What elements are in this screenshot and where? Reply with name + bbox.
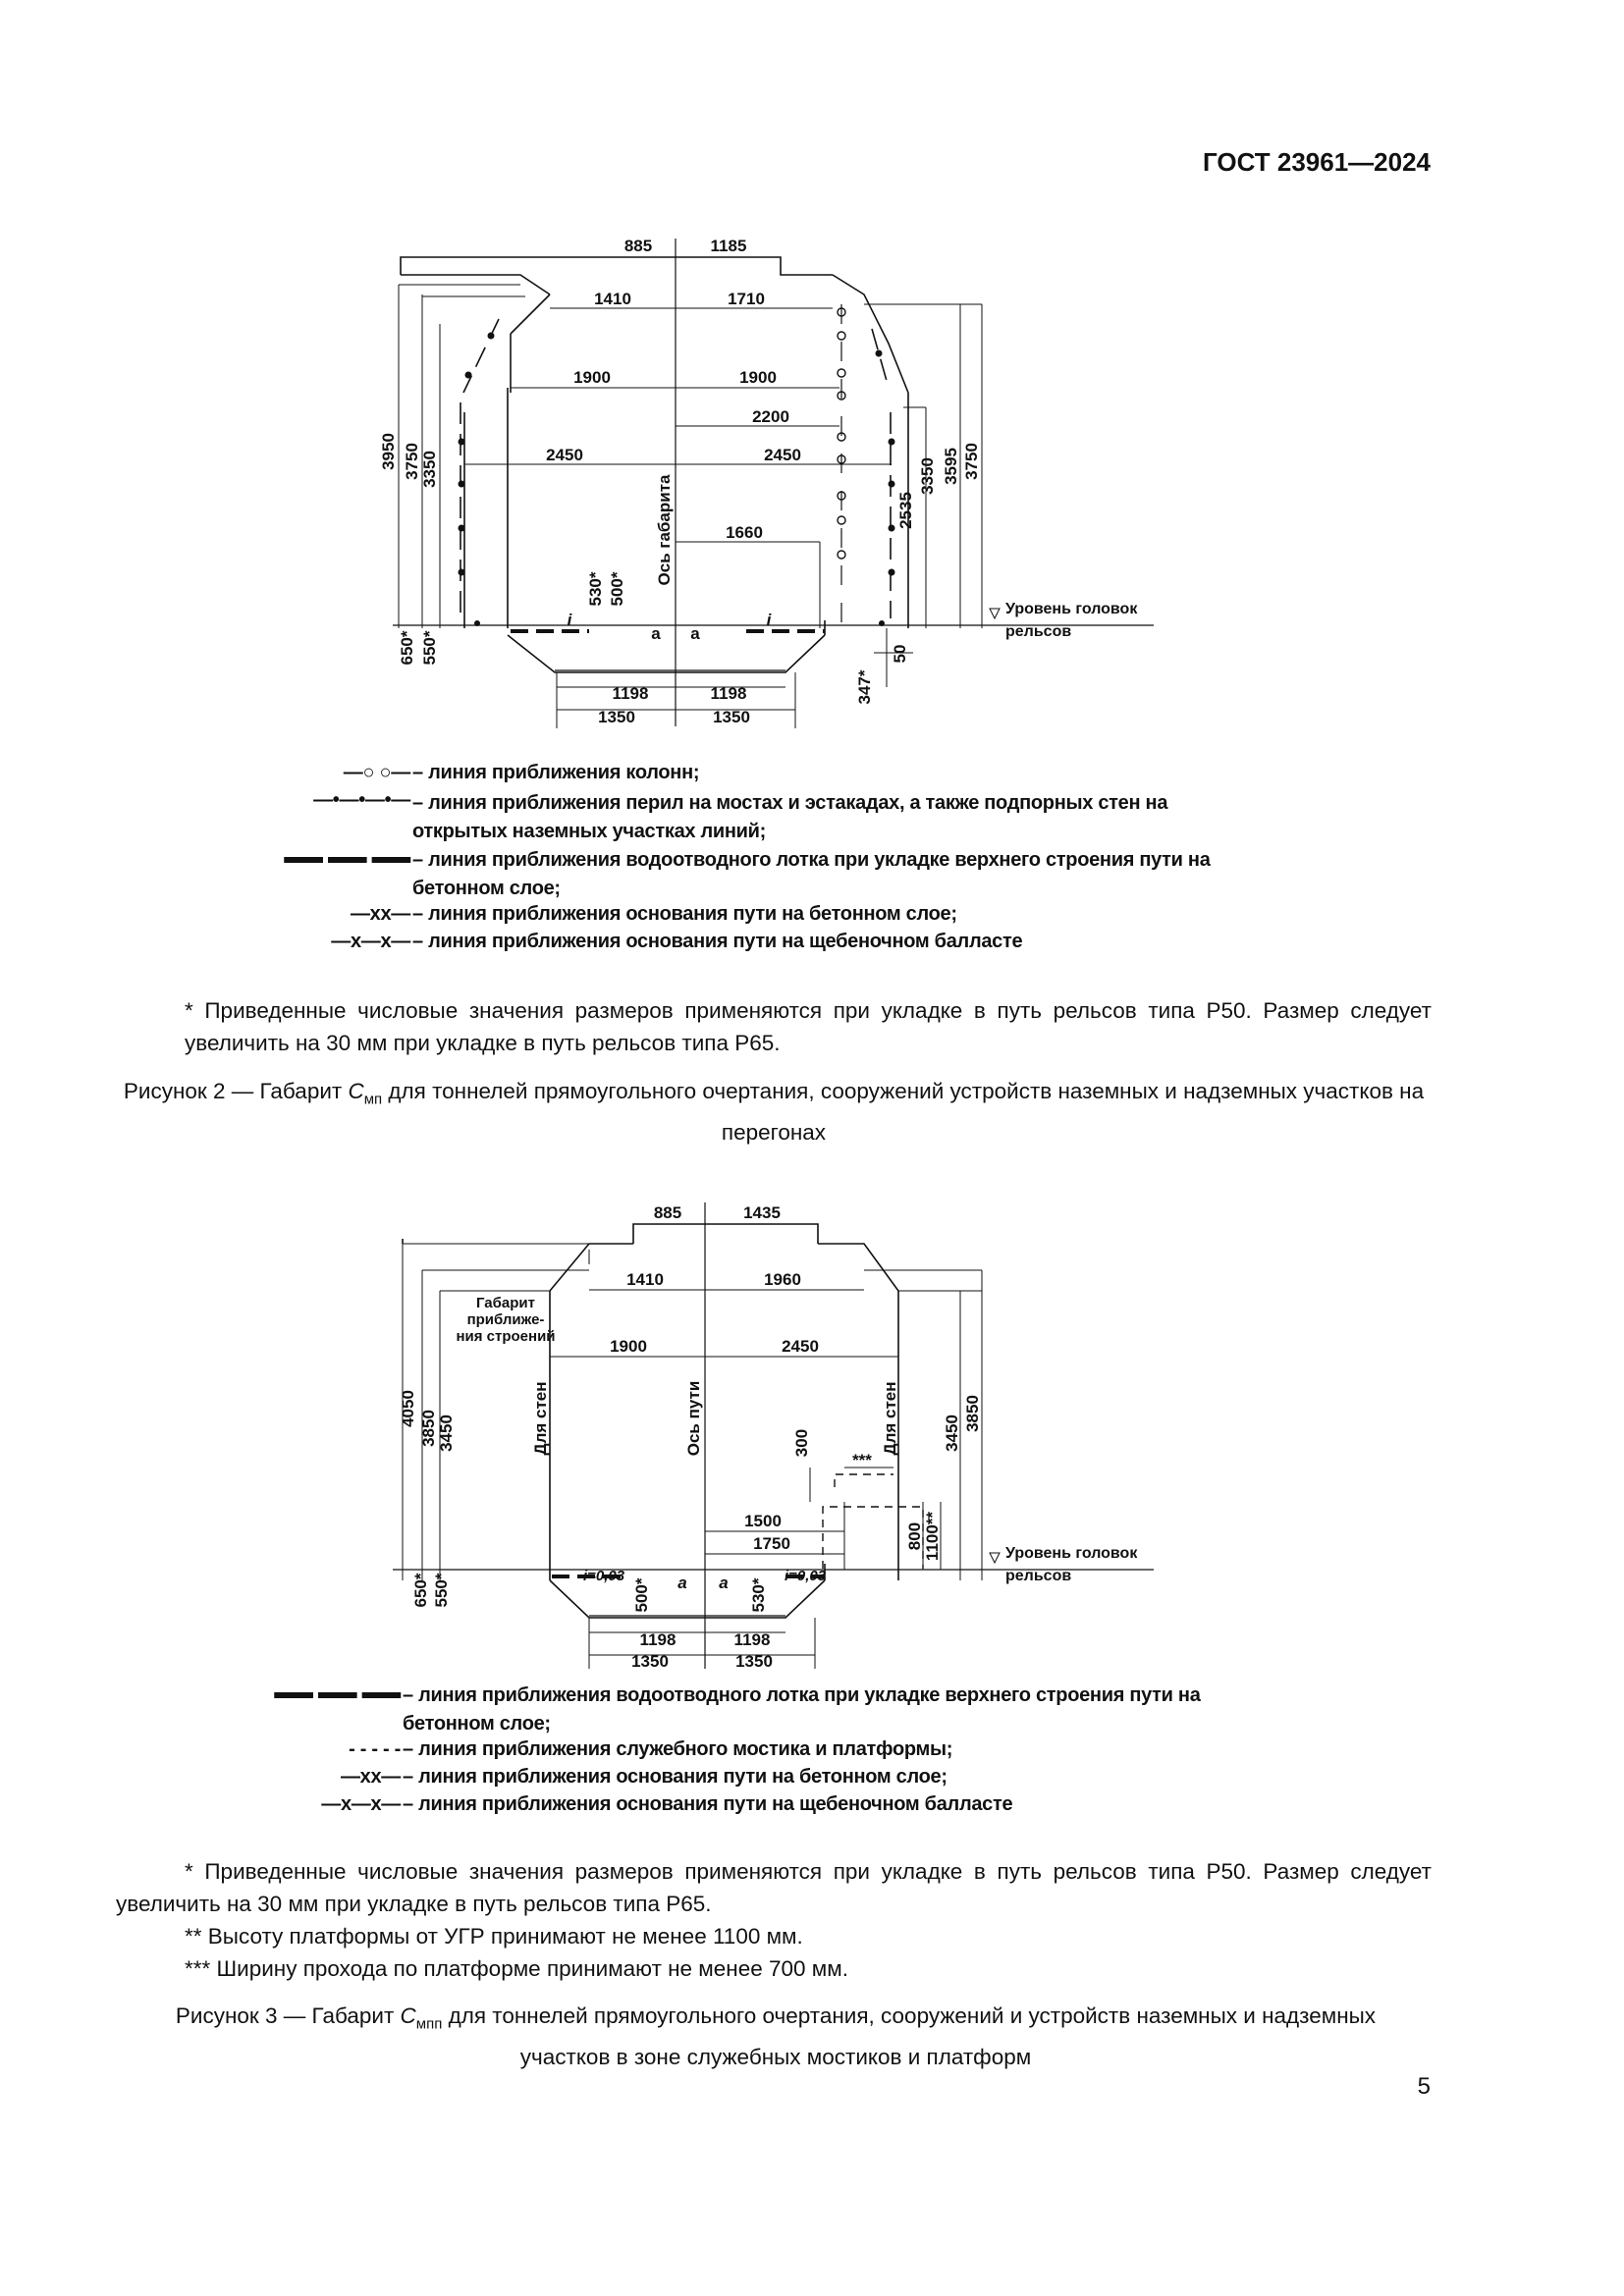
dim-3750-right: 3750	[962, 443, 981, 480]
dim-row3-right: 1500	[744, 1512, 782, 1530]
legend-symbol-railing: —•—•—•—	[313, 789, 410, 811]
dim-1350-right: 1350	[735, 1652, 773, 1671]
dim-row2-right: 2450	[782, 1337, 819, 1356]
dim-3595: 3595	[942, 448, 960, 485]
legend-text: – линия приближения перил на мостах и эстакадах, а также подпорных стен на открытых наземных участках линий;	[412, 792, 1168, 842]
dim-3750-left: 3750	[403, 443, 421, 480]
dim-a-left: a	[651, 624, 661, 643]
legend-symbol-ballast: —x—x—	[331, 931, 410, 952]
dim-row2-left: 1900	[610, 1337, 647, 1356]
dim-1198-right: 1198	[733, 1630, 771, 1649]
axis-label: Ось габарита	[655, 474, 674, 586]
figure-3-note-3: *** Ширину прохода по платформе принимают не менее 700 мм.	[185, 1956, 848, 1981]
dim-a-right: a	[719, 1574, 729, 1592]
dim-650: 650*	[398, 630, 416, 666]
figure-3-svg	[0, 1188, 1624, 1679]
dim-3950: 3950	[379, 433, 398, 470]
dim-500: 500*	[632, 1577, 651, 1613]
slope-i-right: i	[766, 611, 772, 629]
legend-symbol-concrete: —xx—	[350, 903, 410, 925]
caption-rest: для тоннелей прямоугольного очертания, сооружений и устройств наземных и надземных участков в зоне служебных мостиков и платформ	[442, 2003, 1377, 2069]
legend-symbol-platform: - - - - -	[349, 1738, 401, 1760]
dim-530: 530*	[586, 571, 605, 607]
approach-label-2: приближе-	[466, 1311, 545, 1328]
dim-top-right: 1435	[743, 1203, 781, 1222]
dim-top-right: 1185	[710, 237, 747, 255]
dim-650: 650*	[411, 1573, 430, 1608]
dim-row1-left: 1410	[626, 1270, 664, 1289]
caption-rest: для тоннелей прямоугольного очертания, сооружений устройств наземных и надземных участков на перегонах	[382, 1079, 1425, 1145]
dim-row1-right: 1710	[728, 290, 765, 308]
approach-label-1: Габарит	[476, 1295, 535, 1311]
dim-1350-left: 1350	[631, 1652, 669, 1671]
rail-level-label: Уровень головок	[1005, 1545, 1138, 1562]
dim-50: 50	[891, 644, 909, 664]
dim-row1-right: 1960	[764, 1270, 801, 1289]
dim-3850-right: 3850	[963, 1395, 982, 1432]
caption-prefix: Рисунок 3 — Габарит	[175, 2003, 401, 2028]
rail-level-label-2: рельсов	[1005, 623, 1072, 640]
dim-row5-right: 1660	[726, 523, 763, 542]
page-number: 5	[1417, 2073, 1431, 2100]
legend-text: – линия приближения основания пути на бетонном слое;	[412, 903, 957, 925]
walls-label-right: Для стен	[881, 1381, 899, 1456]
legend-symbol-drainage: ▬▬ ▬▬ ▬▬	[274, 1682, 401, 1703]
dim-stars: ***	[852, 1451, 872, 1469]
dim-1350-left: 1350	[598, 708, 635, 726]
legend-text: – линия приближения основания пути на бетонном слое;	[403, 1766, 947, 1788]
dim-1100: 1100**	[923, 1511, 942, 1562]
dim-4050: 4050	[399, 1390, 417, 1427]
figure-2-legend	[0, 758, 1624, 964]
walls-label-left: Для стен	[531, 1381, 550, 1456]
caption-sub: мп	[363, 1091, 383, 1108]
dim-1350-right: 1350	[713, 708, 750, 726]
figure-3-drawing	[0, 1188, 1624, 1679]
dim-530: 530*	[749, 1577, 768, 1613]
dim-top-left: 885	[623, 237, 653, 255]
legend-symbol-columns: —○ ○—	[343, 762, 410, 783]
dim-top-left: 885	[653, 1203, 682, 1222]
figure-3-note-2: ** Высоту платформы от УГР принимают не менее 1100 мм.	[185, 1924, 803, 1949]
dim-1198-left: 1198	[612, 684, 649, 703]
legend-text: – линия приближения основания пути на щебеночном балласте	[403, 1793, 1013, 1815]
caption-sub: мпп	[415, 2015, 443, 2033]
legend-text: – линия приближения водоотводного лотка при укладке верхнего строения пути на бетонном слое;	[412, 849, 1211, 899]
legend-text: – линия приближения колонн;	[412, 762, 700, 783]
figure-2-drawing	[0, 0, 1624, 766]
caption-symbol: С	[400, 2003, 416, 2028]
dim-800: 800	[905, 1522, 924, 1551]
dim-1198-left: 1198	[639, 1630, 677, 1649]
dim-row1-left: 1410	[594, 290, 631, 308]
caption-symbol: С	[348, 1079, 364, 1103]
legend-text: – линия приближения служебного мостика и платформы;	[403, 1738, 953, 1760]
axis-label: Ось пути	[684, 1380, 703, 1457]
dim-3850-left: 3850	[419, 1410, 438, 1447]
figure-3-legend	[0, 1682, 1624, 1819]
slope-i-left: i	[567, 611, 572, 629]
dim-row2-right: 1900	[739, 368, 777, 387]
dim-3450-right: 3450	[943, 1415, 961, 1452]
dim-550: 550*	[420, 630, 439, 666]
dim-500: 500*	[608, 571, 626, 607]
dim-3350-left: 3350	[420, 451, 439, 488]
dim-300: 300	[792, 1428, 811, 1458]
dim-row4-right: 1750	[753, 1534, 790, 1553]
legend-text: – линия приближения водоотводного лотка при укладке верхнего строения пути на бетонном слое;	[403, 1684, 1201, 1735]
legend-symbol-concrete: —xx—	[340, 1766, 401, 1788]
rail-level-label-2: рельсов	[1005, 1568, 1072, 1584]
legend-symbol-ballast: —x—x—	[321, 1793, 401, 1815]
legend-text: – линия приближения основания пути на щебеночном балласте	[412, 931, 1023, 952]
dim-row2-left: 1900	[573, 368, 611, 387]
figure-2-caption	[116, 1075, 1432, 1148]
rail-level-label: Уровень головок	[1005, 601, 1138, 617]
dim-row4-left: 2450	[546, 446, 583, 464]
document-header: ГОСТ 23961—2024	[1203, 147, 1431, 177]
dim-2535: 2535	[896, 492, 915, 529]
dim-3450-left: 3450	[437, 1415, 456, 1452]
dim-a-right: a	[690, 624, 700, 643]
figure-2-note: * Приведенные числовые значения размеров применяются при укладке в путь рельсов типа Р50. Размер следует увеличить на 30 мм при укладке в путь рельсов типа Р65.	[185, 998, 1432, 1055]
slope-left: i=0,03	[582, 1568, 625, 1584]
legend-symbol-drainage: ▬▬ ▬▬ ▬▬	[284, 846, 410, 868]
figure-3-caption	[167, 2000, 1384, 2073]
figure-2-svg	[0, 0, 1624, 766]
figure-3-note-1: * Приведенные числовые значения размеров применяются при укладке в путь рельсов типа Р50. Размер следует увеличить на 30 мм при укладке в путь рельсов типа Р65.	[116, 1859, 1432, 1916]
dim-1198-right: 1198	[710, 684, 747, 703]
dim-3350-right: 3350	[918, 457, 937, 495]
caption-prefix: Рисунок 2 — Габарит	[123, 1079, 349, 1103]
approach-label-3: ния строений	[456, 1328, 556, 1345]
dim-550: 550*	[432, 1573, 451, 1608]
dim-a-left: a	[677, 1574, 687, 1592]
slope-right: i=0,03	[784, 1568, 827, 1584]
dim-row4-right: 2450	[764, 446, 801, 464]
dim-row3-right: 2200	[752, 407, 789, 426]
dim-347: 347*	[855, 669, 874, 705]
